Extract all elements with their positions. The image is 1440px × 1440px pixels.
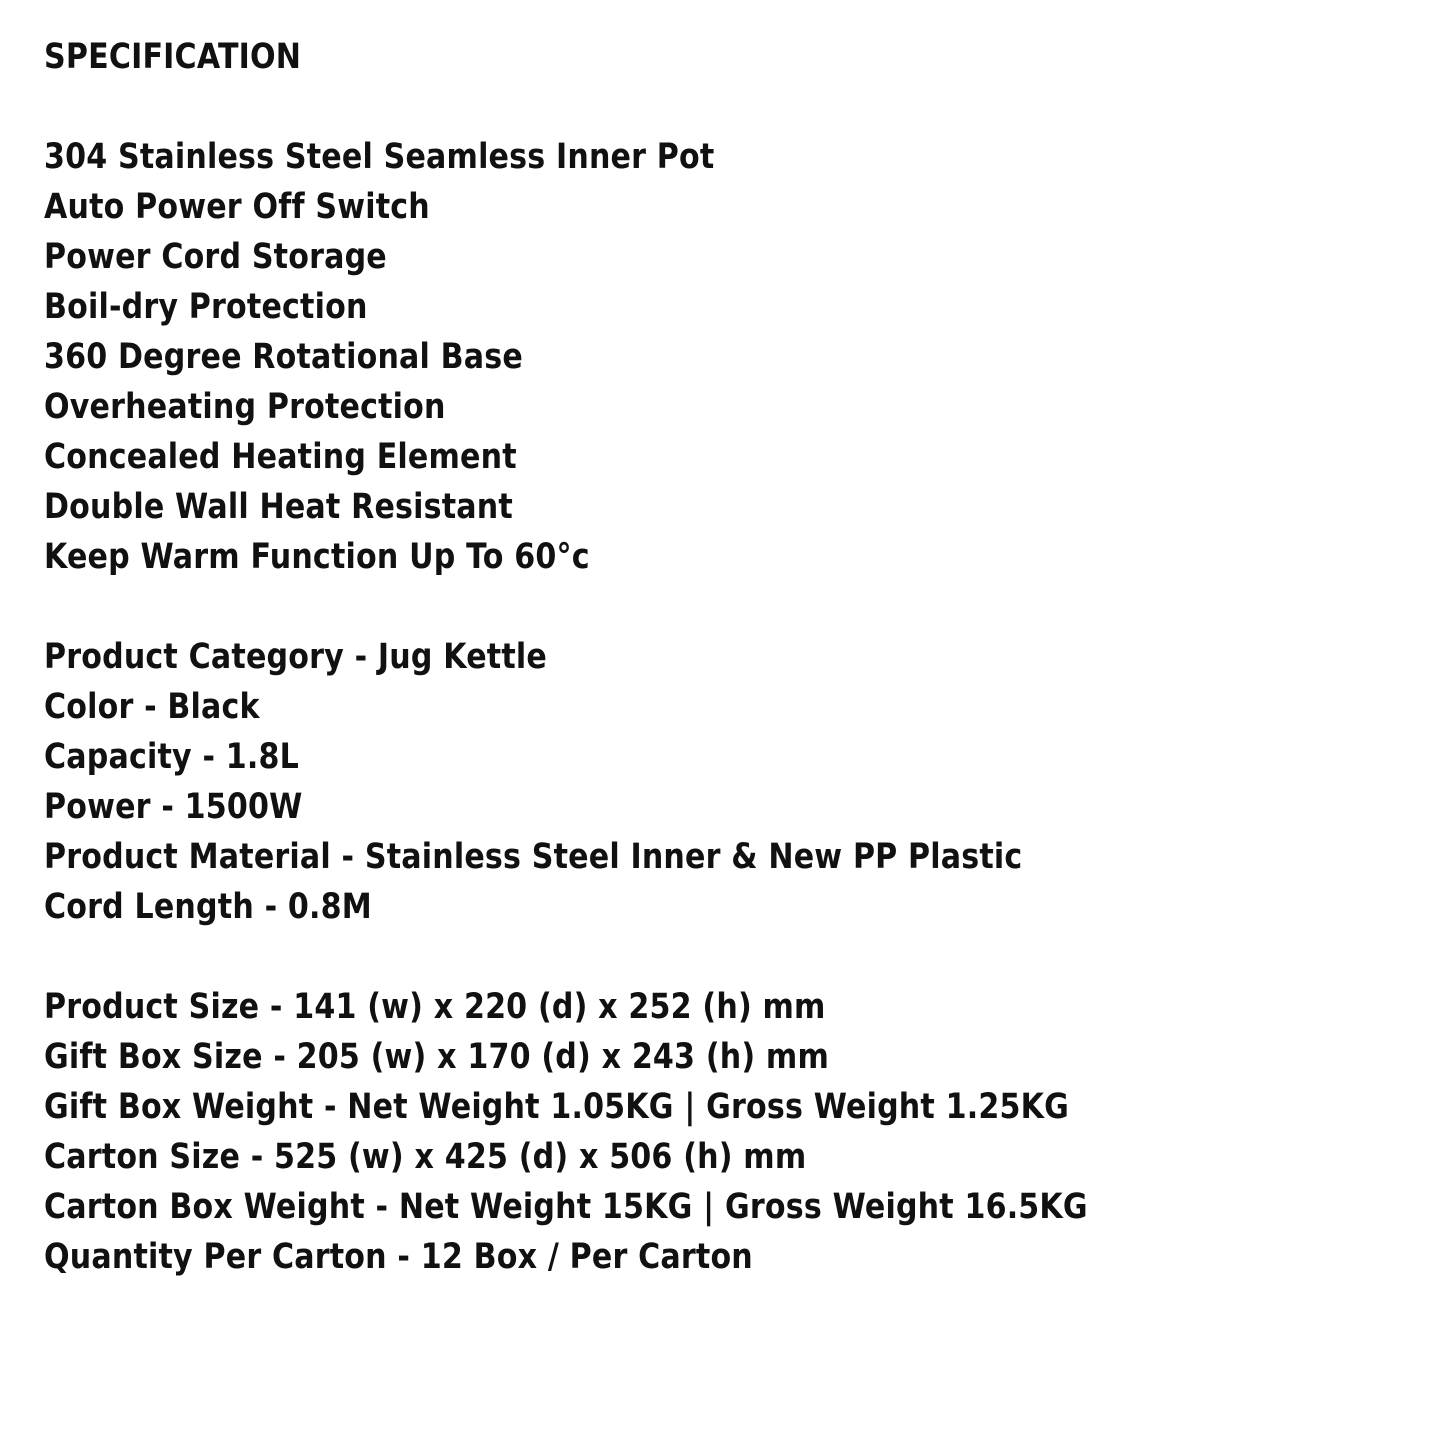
packaging-info-item: Carton Box Weight - Net Weight 15KG | Gross Weight 16.5KG (44, 1187, 1088, 1227)
product-info-item: Product Material - Stainless Steel Inner & New PP Plastic (44, 837, 1023, 877)
feature-item: Power Cord Storage (44, 237, 387, 277)
page-title: SPECIFICATION (44, 37, 302, 77)
feature-item: Concealed Heating Element (44, 437, 517, 477)
feature-item: 360 Degree Rotational Base (44, 337, 523, 377)
packaging-info-item: Carton Size - 525 (w) x 425 (d) x 506 (h) mm (44, 1137, 807, 1177)
feature-item: Overheating Protection (44, 387, 446, 427)
packaging-info-item: Product Size - 141 (w) x 220 (d) x 252 (h) mm (44, 987, 826, 1027)
feature-item: Double Wall Heat Resistant (44, 487, 513, 527)
feature-item: 304 Stainless Steel Seamless Inner Pot (44, 137, 715, 177)
product-info-item: Color - Black (44, 687, 260, 727)
feature-item: Auto Power Off Switch (44, 187, 430, 227)
feature-item: Keep Warm Function Up To 60°c (44, 537, 590, 577)
product-info-item: Capacity - 1.8L (44, 737, 299, 777)
feature-item: Boil-dry Protection (44, 287, 368, 327)
specification-sheet (44, 32, 1214, 1282)
product-info-item: Cord Length - 0.8M (44, 887, 372, 927)
product-info-item: Product Category - Jug Kettle (44, 637, 547, 677)
product-info-item: Power - 1500W (44, 787, 303, 827)
packaging-info-item: Gift Box Weight - Net Weight 1.05KG | Gross Weight 1.25KG (44, 1087, 1069, 1127)
packaging-info-item: Quantity Per Carton - 12 Box / Per Carton (44, 1237, 753, 1277)
packaging-info-list (44, 982, 1214, 1282)
packaging-info-item: Gift Box Size - 205 (w) x 170 (d) x 243 (h) mm (44, 1037, 830, 1077)
product-info-list (44, 632, 1214, 932)
features-list (44, 132, 1214, 582)
